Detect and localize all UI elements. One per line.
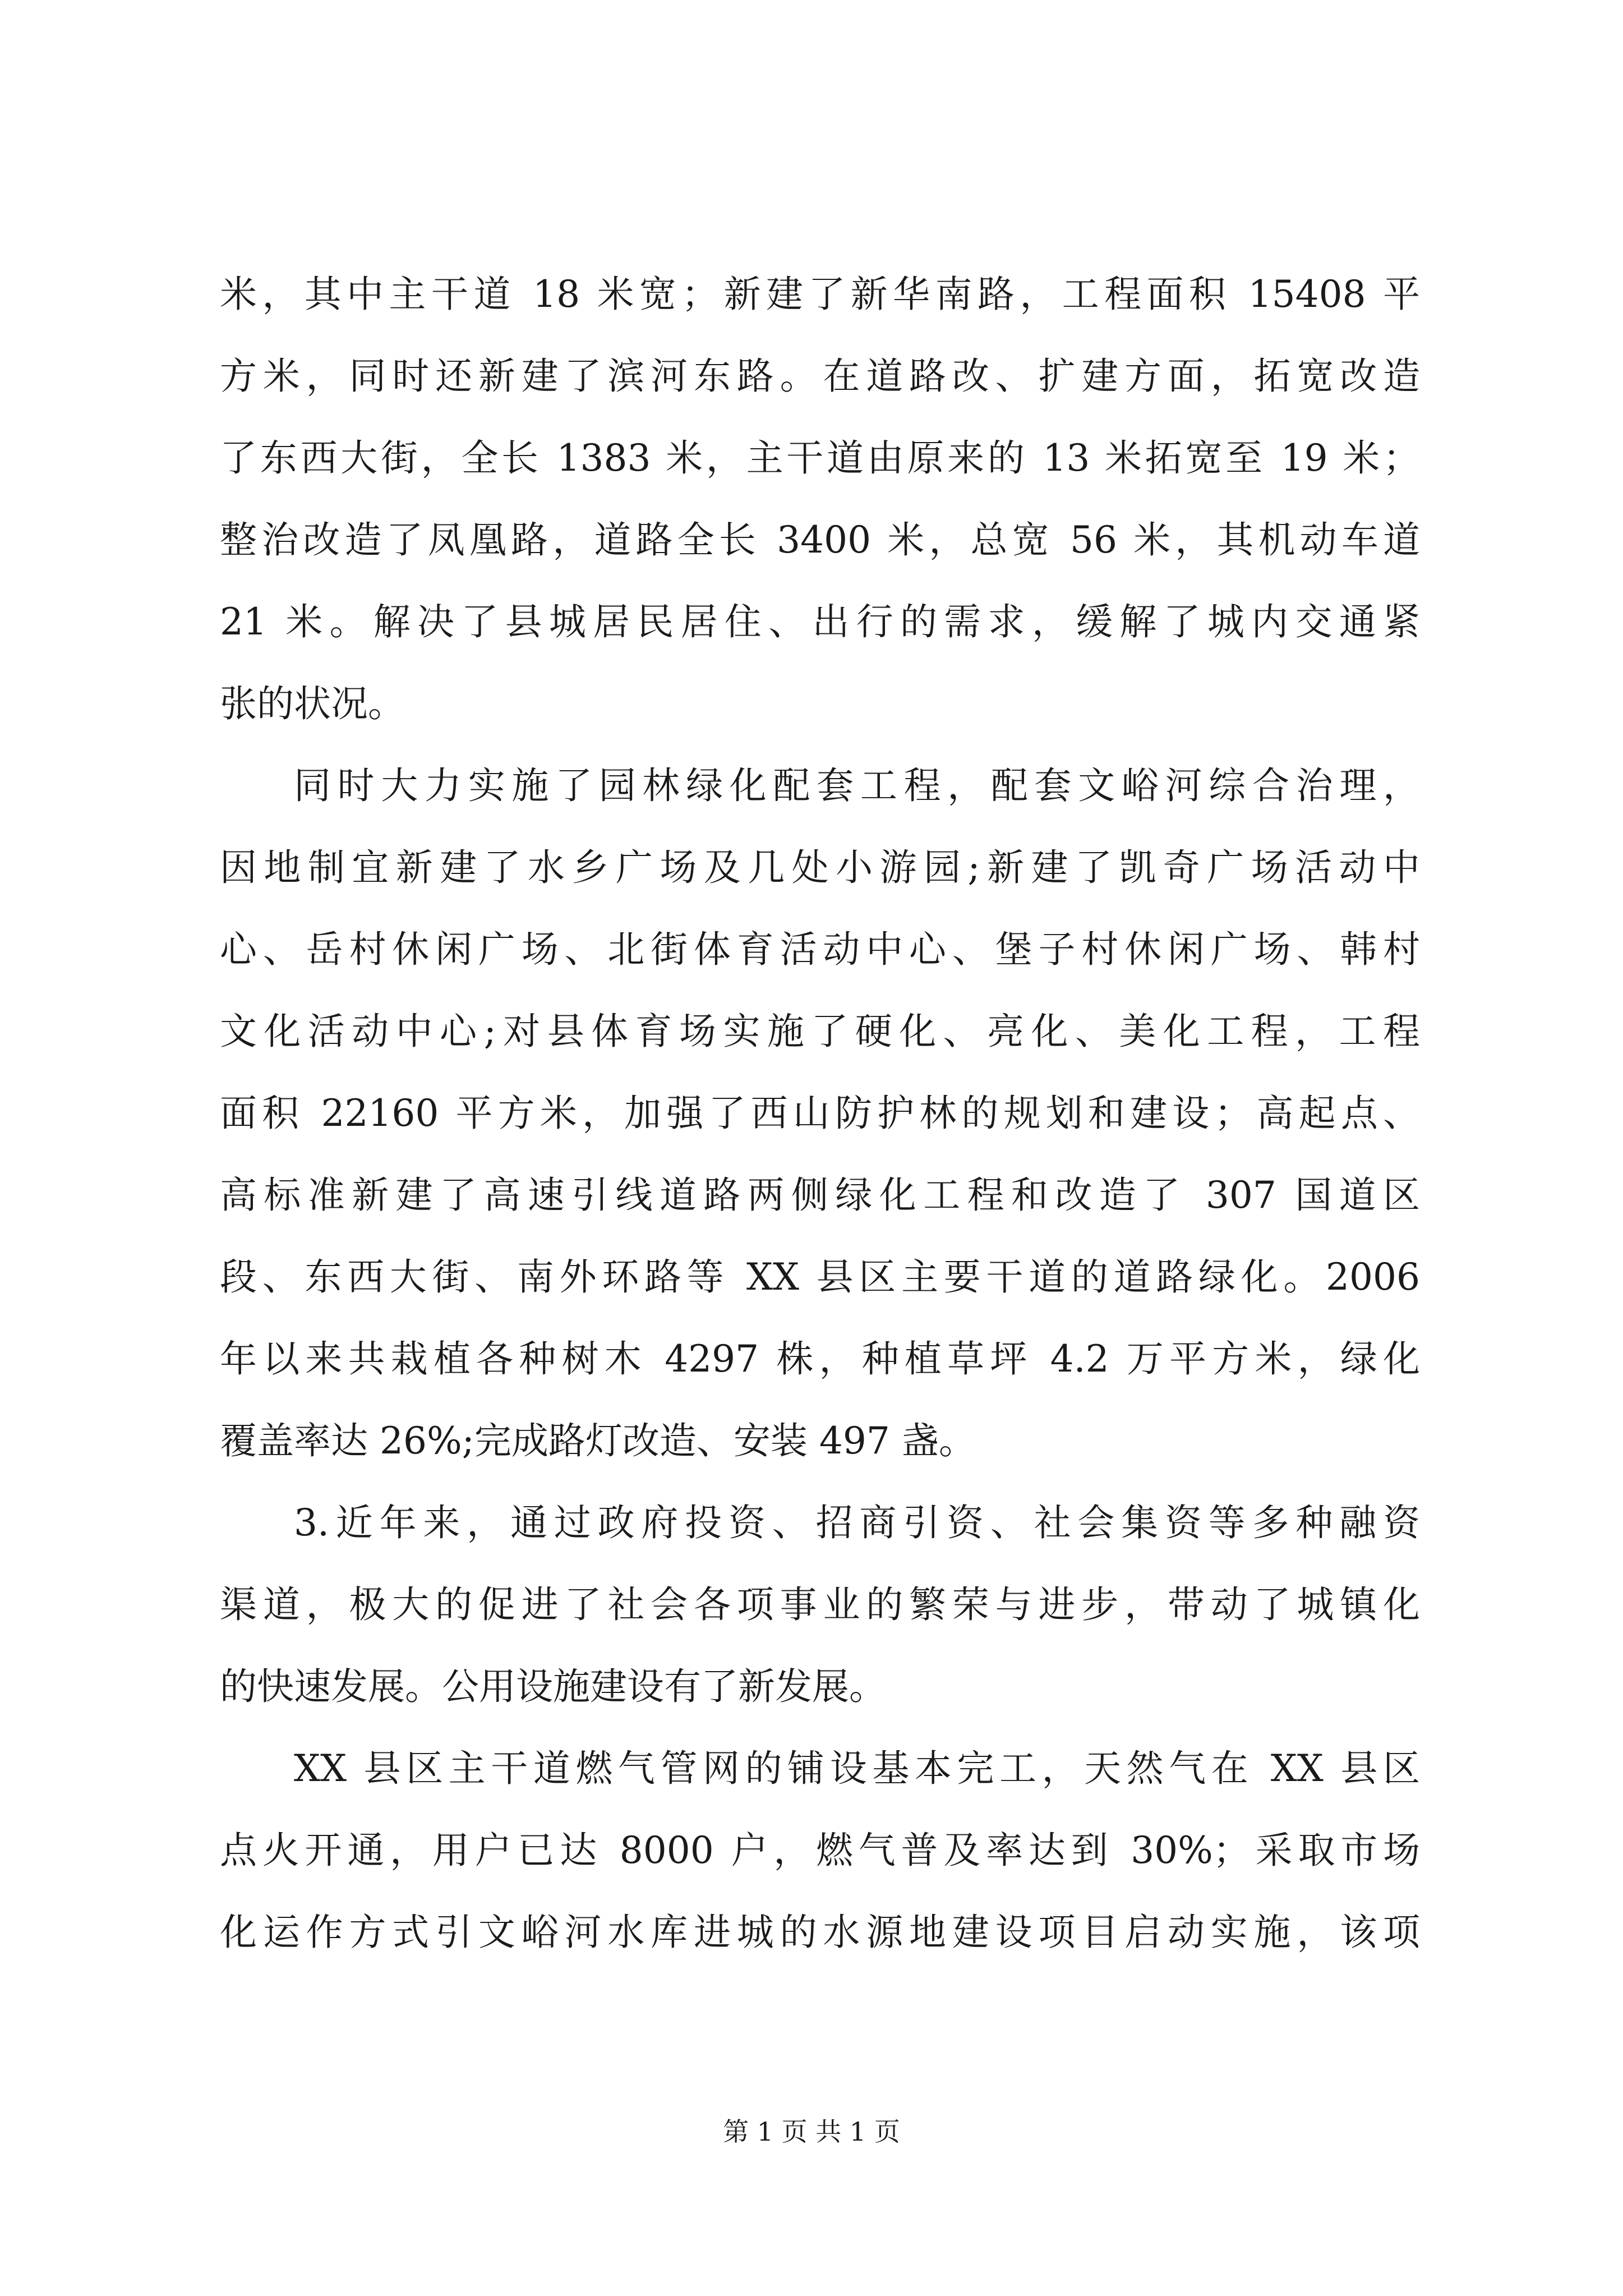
text-line: 方米，同时还新建了滨河东路。在道路改、扩建方面，拓宽改造	[220, 355, 1420, 398]
body-text	[220, 254, 1420, 1973]
text-line: XX 县区主干道燃气管网的铺设基本完工，天然气在 XX 县区	[294, 1747, 1420, 1790]
text-line: 化运作方式引文峪河水库进城的水源地建设项目启动实施，该项	[220, 1911, 1420, 1954]
text-line: 米，其中主干道 18 米宽；新建了新华南路，工程面积 15408 平	[220, 273, 1420, 316]
text-line: 21 米。解决了县城居民居住、出行的需求，缓解了城内交通紧	[220, 600, 1420, 643]
page-footer: 第 1 页 共 1 页	[723, 2116, 900, 2147]
text-line: 心、岳村休闲广场、北街体育活动中心、堡子村休闲广场、韩村	[220, 928, 1420, 971]
text-line: 点火开通，用户已达 8000 户，燃气普及率达到 30%；采取市场	[220, 1829, 1420, 1872]
text-line: 面积 22160 平方米，加强了西山防护林的规划和建设；高起点、	[220, 1092, 1420, 1135]
text-line: 高标准新建了高速引线道路两侧绿化工程和改造了 307 国道区	[220, 1174, 1420, 1217]
text-line: 年以来共栽植各种树木 4297 株，种植草坪 4.2 万平方米，绿化	[220, 1337, 1420, 1381]
text-line: 张的状况。	[220, 682, 405, 725]
text-line: 3.近年来，通过政府投资、招商引资、社会集资等多种融资	[294, 1501, 1420, 1544]
text-line: 了东西大街，全长 1383 米，主干道由原来的 13 米拓宽至 19 米；	[220, 436, 1420, 480]
text-line: 渠道，极大的促进了社会各项事业的繁荣与进步，带动了城镇化	[220, 1583, 1420, 1626]
text-line: 整治改造了凤凰路，道路全长 3400 米，总宽 56 米，其机动车道	[220, 518, 1420, 562]
text-line: 因地制宜新建了水乡广场及几处小游园;新建了凯奇广场活动中	[220, 846, 1420, 889]
text-line: 文化活动中心;对县体育场实施了硬化、亮化、美化工程，工程	[220, 1010, 1420, 1053]
text-line: 的快速发展。公用设施建设有了新发展。	[220, 1665, 886, 1708]
text-line: 同时大力实施了园林绿化配套工程，配套文峪河综合治理，	[294, 764, 1420, 807]
text-line: 覆盖率达 26%;完成路灯改造、安装 497 盏。	[220, 1419, 976, 1462]
text-line: 段、东西大街、南外环路等 XX 县区主要干道的道路绿化。2006	[220, 1255, 1420, 1299]
